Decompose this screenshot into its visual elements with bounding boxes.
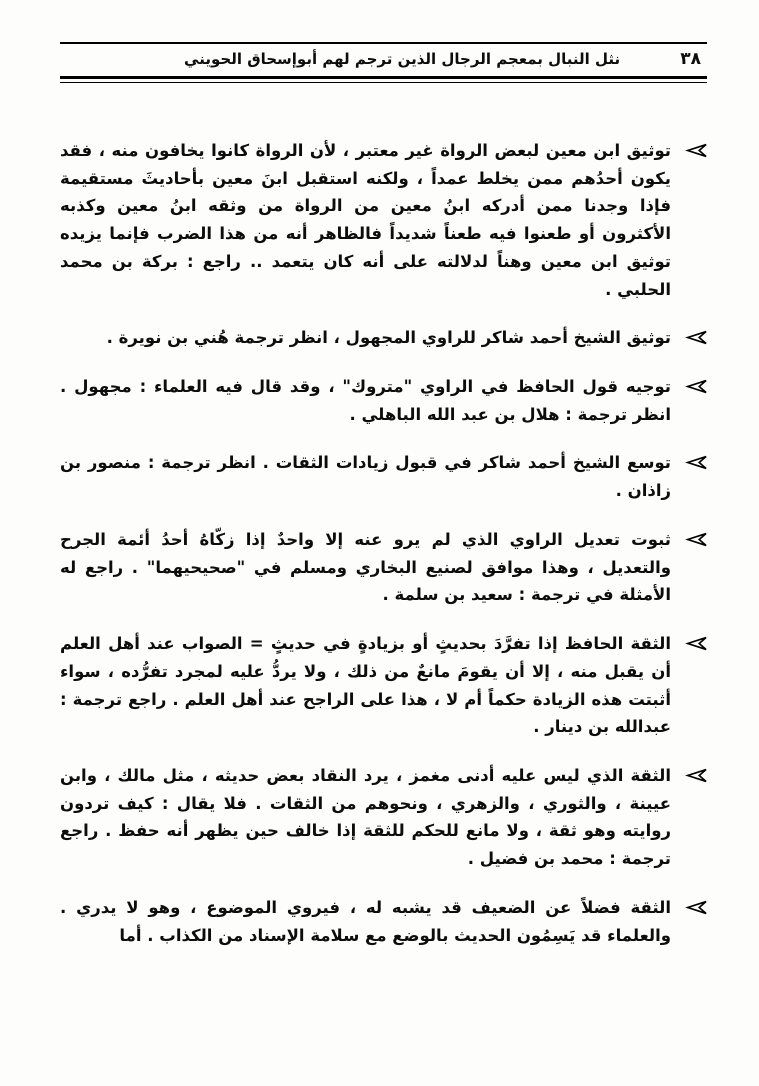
left-arrowhead-icon [683,894,707,949]
list-item [60,762,707,873]
page-header [60,42,707,76]
list-item [60,137,707,303]
item-text: توسع الشيخ أحمد شاكر في قبول زيادات الثقات . انظر ترجمة : منصور بن زاذان . [60,453,671,501]
left-arrowhead-icon [683,449,707,504]
left-arrowhead-icon [683,137,707,303]
item-text: الثقة الحافظ إذا تفرَّدَ بحديثٍ أو بزيادةٍ في حديثٍ = الصواب عند أهل العلم أن يقبل منه ، إلا أن يقومَ مانعٌ من ذلك ، ولا يردُّ عليه لمجرد تفرُّده ، سواء أثبتت هذه الزيادة حكماً أم لا ، هذا على الراجح عند أهل العلم . راجع ترجمة : عبدالله بن دينار . [60,634,671,737]
left-arrowhead-icon [683,373,707,428]
list-item [60,894,707,949]
item-text: توثيق ابن معين لبعض الرواة غير معتبر ، لأن الرواة كانوا يخافون منه ، فقد يكون أحدُهم ممن يخلط عمداً ، ولكنه استقبل ابنَ معين بأحاديثَ مستقيمة فإذا وجدنا ممن أدركه ابنُ معين من الرواة من وثقه ابنُ معين وكذبه الأكثرون أو طعنوا فيه طعناً شديداً فالظاهر أنه من هذا الضرب فإنما يزيده توثيق ابن معين وهناً لدلالته على أنه كان يتعمد .. راجع : بركة بن محمد الحلبي . [60,141,671,299]
header-rule-thick [60,76,707,79]
item-text: توجيه قول الحافظ في الراوي "متروك" ، وقد قال فيه العلماء : مجهول . انظر ترجمة : هلال بن عبد الله الباهلي . [60,377,671,424]
list-item [60,449,707,504]
item-text: الثقة فضلاً عن الضعيف قد يشبه له ، فيروي الموضوع ، وهو لا يدري . والعلماء قد يَسِمُون الحديث بالوضع مع سلامة الإسناد من الكذاب . أما [60,897,671,945]
item-text: توثيق الشيخ أحمد شاكر للراوي المجهول ، انظر ترجمة هُني بن نويرة . [106,328,671,348]
left-arrowhead-icon [683,526,707,609]
page-number: ٣٨ [680,49,701,69]
item-text: ثبوت تعديل الراوي الذي لم يرو عنه إلا واحدٌ إذا زكّاهُ أحدُ أئمة الجرح والتعديل ، وهذا موافق لصنيع البخاري ومسلم في "صحيحيهما" . راجع له الأمثلة في ترجمة : سعيد بن سلمة . [60,529,671,605]
list-item [60,630,707,741]
list-item [60,324,707,352]
left-arrowhead-icon [683,324,707,352]
left-arrowhead-icon [683,762,707,873]
list-item [60,373,707,428]
header-title: نثل النبال بمعجم الرجال الذين ترجم لهم أبوإسحاق الحويني [184,50,621,68]
list-item [60,526,707,609]
header-rule-thin [60,82,707,83]
page-content [60,137,707,949]
item-text: الثقة الذي ليس عليه أدنى مغمز ، يرد النقاد بعض حديثه ، مثل مالك ، وابن عيينة ، والثوري ، والزهري ، ونحوهم من الثقات . فلا يقال : كيف تردون روايته وهو ثقة ، ولا مانع للحكم للثقة إذا خالف حين يظهر أنه حفظ . راجع ترجمة : محمد بن فضيل . [60,765,671,869]
left-arrowhead-icon [683,630,707,741]
